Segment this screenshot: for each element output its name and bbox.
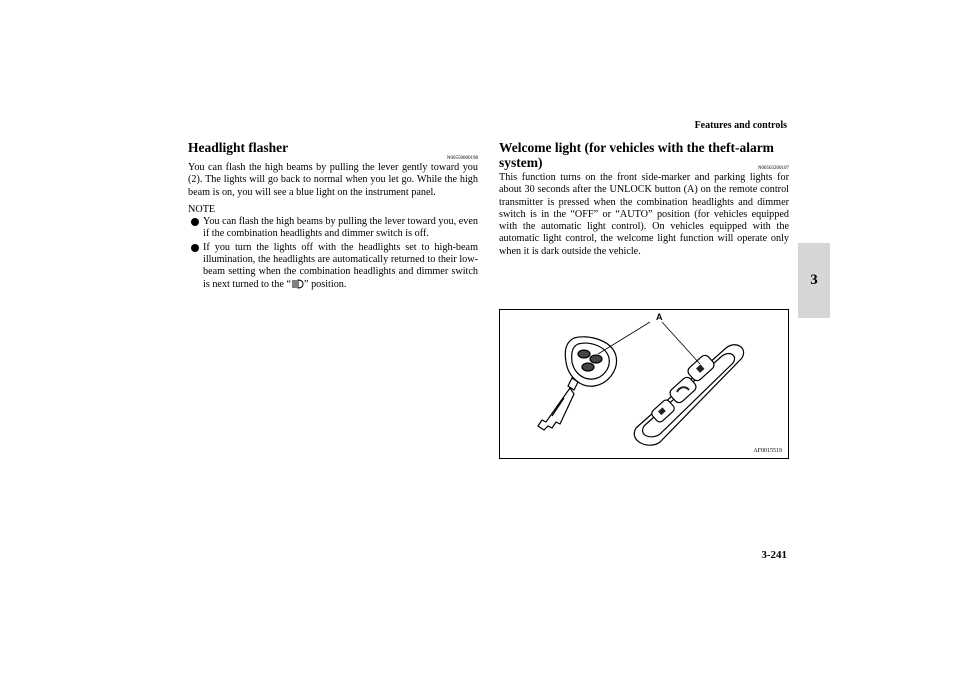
running-header: Features and controls (694, 120, 787, 131)
key-fob-icon (538, 337, 616, 430)
leader-line (598, 322, 650, 354)
right-column (499, 140, 789, 258)
note-text-end: ” position. (304, 278, 347, 290)
bullet-icon (191, 218, 199, 226)
note-text: If you turn the lights off with the headlights set to high-beam illumination, the headlights are automatically returned to their low-beam setting when the combination headlights and dimmer switch is next turned to the “ (203, 241, 478, 290)
figure-key-transmitters (499, 309, 789, 459)
section-code: N00550000198 (446, 156, 478, 161)
page-number: 3-241 (761, 549, 787, 561)
note-item (188, 242, 478, 293)
headlight-icon (291, 279, 304, 293)
chapter-tab: 3 (798, 243, 830, 318)
section-body: This function turns on the front side-marker and parking lights for about 30 seconds after the UNLOCK button (A) on the remote control transmitter is pressed when the combination headlights and dimmer switch is in the “OFF” or “AUTO” position (for vehicles equipped with the automatic light control). On vehicles equipped with the automatic light control, the welcome light function will operate only when it is dark outside the vehicle. (499, 172, 789, 257)
section-code: N00563200107 (757, 166, 789, 171)
leader-line (662, 322, 700, 364)
note-item (188, 216, 478, 241)
note-text: You can flash the high beams by pulling the lever toward you, even if the combination headlights and dimmer switch is off. (203, 216, 478, 240)
figure-code: AF0015519 (753, 448, 782, 454)
bullet-icon (191, 244, 199, 252)
section-heading-headlight-flasher: Headlight flasher (188, 140, 289, 155)
note-label: NOTE (188, 203, 216, 215)
figure-illustration (500, 310, 788, 458)
section-heading-welcome-light: Welcome light (for vehicles with the theft-alarm system) (499, 140, 774, 170)
section-body: You can flash the high beams by pulling the lever gently toward you (2). The lights will go back to normal when you let go. While the high beam is on, you will see a blue light on the instrument panel. (188, 162, 478, 198)
left-column (188, 140, 478, 294)
label-a: A (656, 312, 663, 322)
note-list (188, 216, 478, 293)
